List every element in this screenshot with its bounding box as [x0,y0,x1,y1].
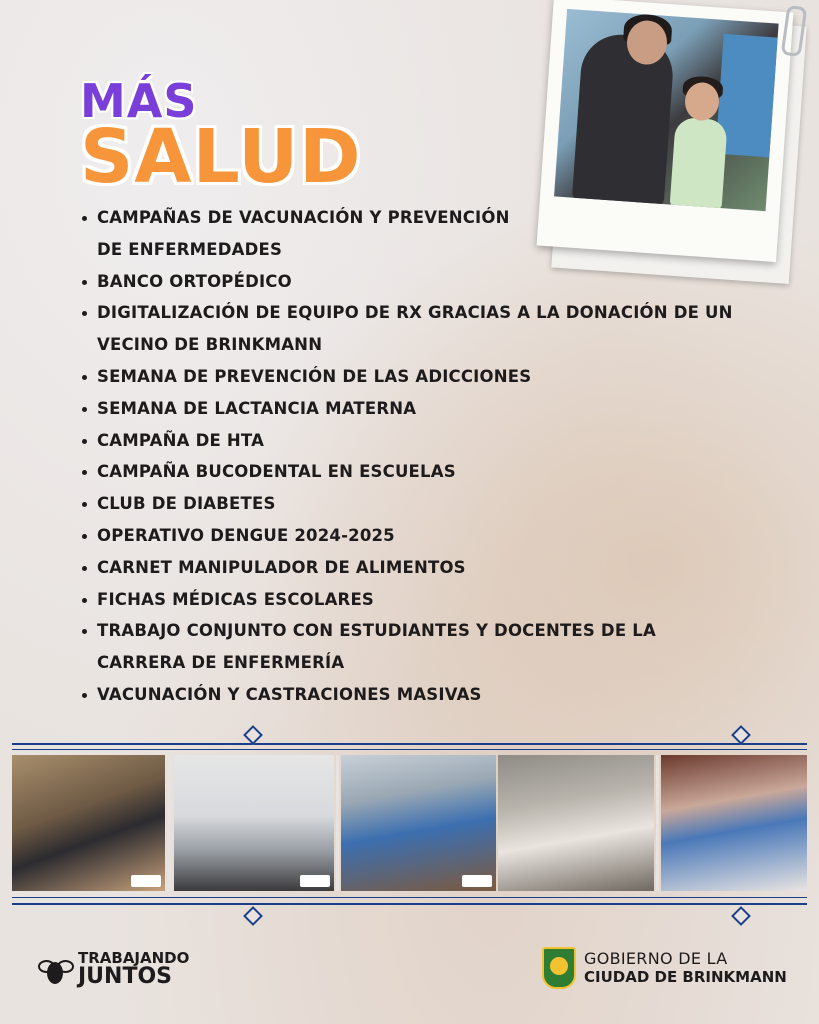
strip-top-line [12,743,807,745]
gallery-photo [341,755,496,891]
list-item: VACUNACIÓN Y CASTRACIONES MASIVAS [78,679,778,711]
list-item: OPERATIVO DENGUE 2024-2025 [78,520,778,552]
health-items-list [78,202,778,711]
list-item: DIGITALIZACIÓN DE EQUIPO DE RX GRACIAS A LA DONACIÓN DE UN VECINO DE BRINKMANN [78,297,778,361]
list-item: BANCO ORTOPÉDICO [78,266,778,298]
logo-line2: JUNTOS [78,964,173,989]
diamond-ornament [243,906,263,926]
list-item: CLUB DE DIABETES [78,488,778,520]
gallery-photo [498,755,654,891]
list-item: SEMANA DE LACTANCIA MATERNA [78,393,778,425]
list-item: FICHAS MÉDICAS ESCOLARES [78,584,778,616]
strip-bottom-thin-line [12,897,807,898]
gallery-photo [661,755,807,891]
diamond-ornament [731,906,751,926]
gobierno-line1: GOBIERNO DE LA [584,949,728,968]
diamond-ornament [731,725,751,745]
list-item: SEMANA DE PREVENCIÓN DE LAS ADICCIONES [78,361,778,393]
photo-gallery [12,755,807,891]
municipal-shield-icon [542,947,576,989]
list-item: CAMPAÑA DE HTA [78,425,778,457]
strip-top-thin-line [12,749,807,750]
gobierno-line2: CIUDAD DE BRINKMANN [584,968,787,986]
page-title [80,74,362,200]
title-salud: SALUD [80,114,362,200]
strip-bottom-line [12,903,807,905]
list-item: CAMPAÑA BUCODENTAL EN ESCUELAS [78,456,778,488]
list-item: TRABAJO CONJUNTO CON ESTUDIANTES Y DOCENTES DE LA CARRERA DE ENFERMERÍA [78,615,778,679]
gallery-photo [174,755,334,891]
list-item: CARNET MANIPULADOR DE ALIMENTOS [78,552,778,584]
gobierno-logo [542,947,787,989]
trabajando-juntos-logo [38,951,189,988]
list-item: CAMPAÑAS DE VACUNACIÓN Y PREVENCIÓN DE ENFERMEDADES [78,202,778,266]
diamond-ornament [243,725,263,745]
vaccination-photo [554,9,779,211]
gallery-photo [12,755,165,891]
bee-logo-icon [38,953,72,987]
title-mas: MÁS [80,74,198,128]
logo-line1: TRABAJANDO [78,949,190,967]
